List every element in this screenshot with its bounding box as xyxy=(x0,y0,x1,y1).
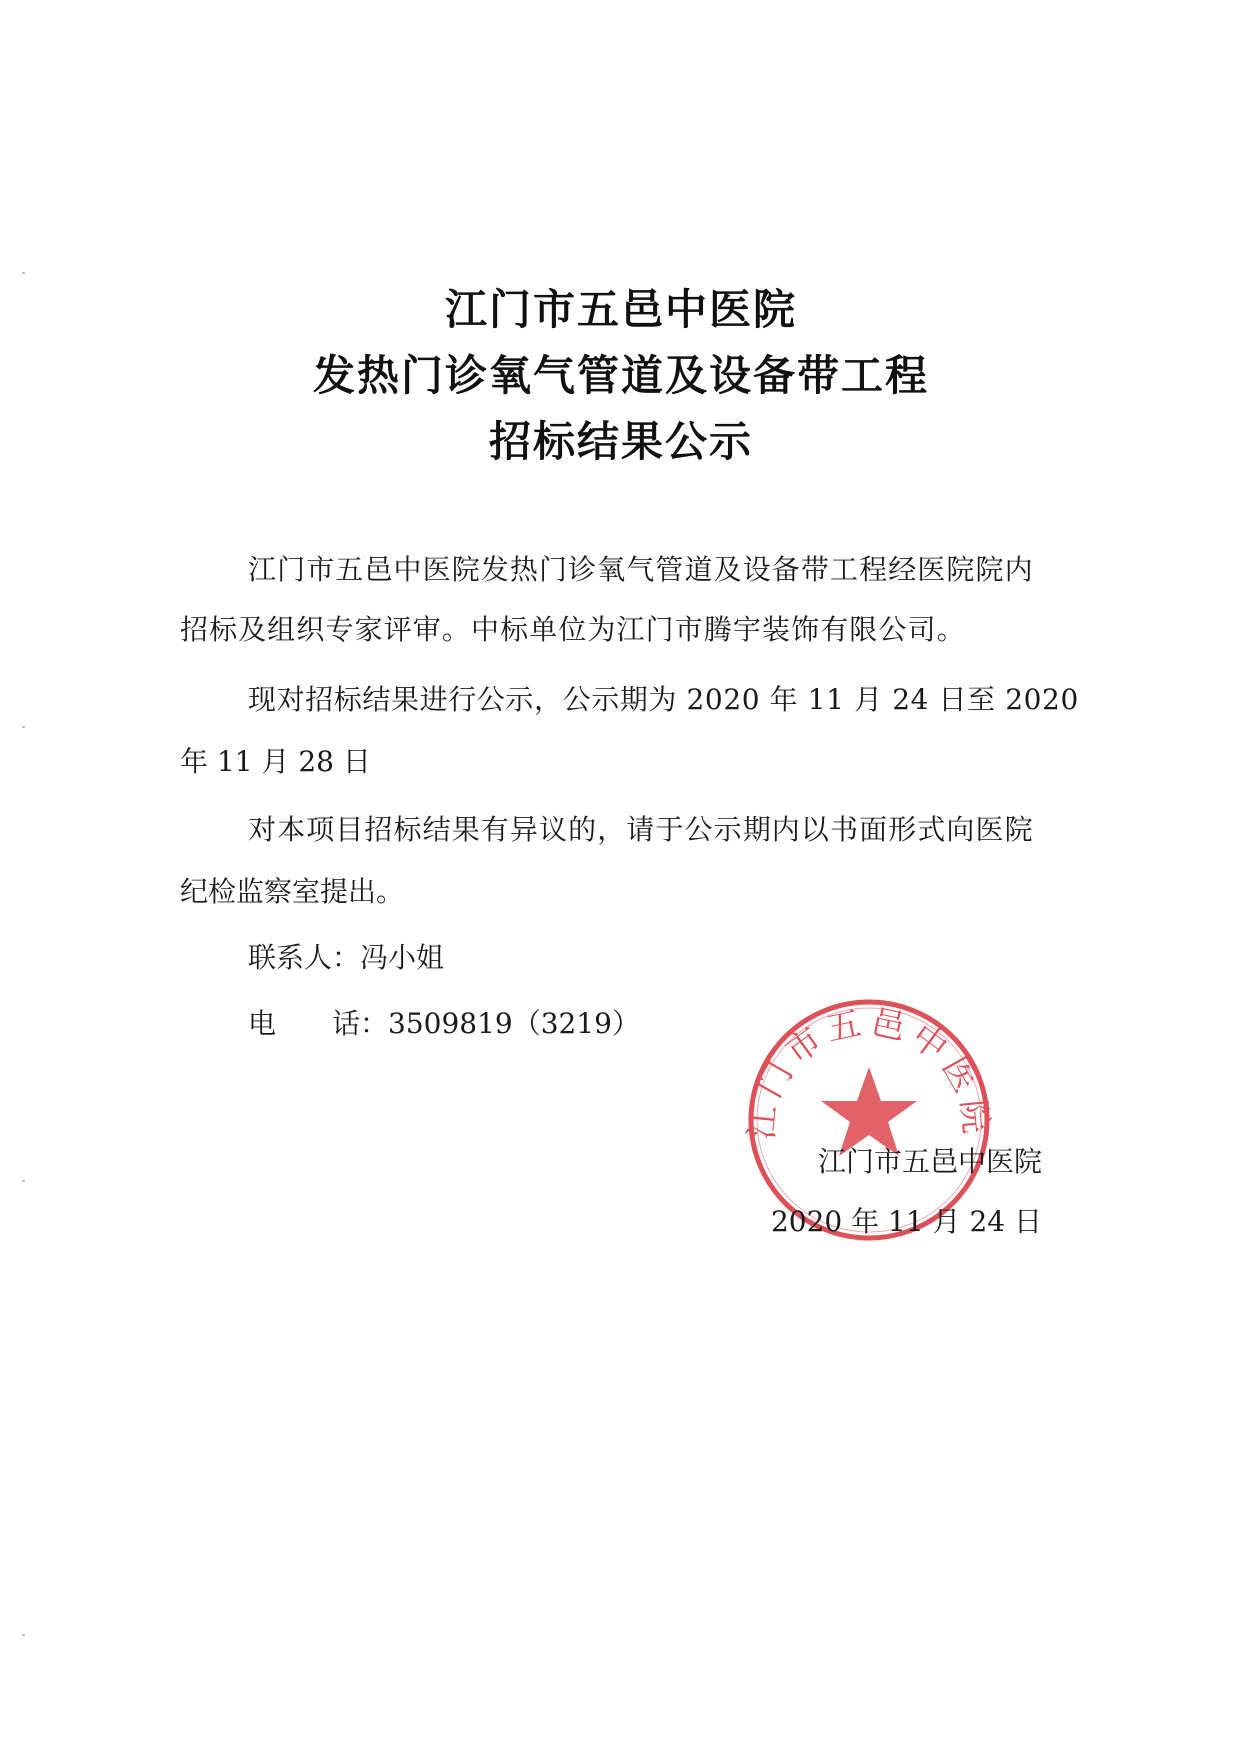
paragraph-2-line-1: 现对招标结果进行公示，公示期为 2020 年 11 月 24 日至 2020 xyxy=(248,683,1079,716)
paragraph-3-line-2: 纪检监察室提出。 xyxy=(180,875,405,908)
scan-dot xyxy=(22,272,25,274)
scan-dot xyxy=(22,726,25,728)
title-line-2: 发热门诊氧气管道及设备带工程 xyxy=(312,351,929,400)
title-line-1: 江门市五邑中医院 xyxy=(444,285,797,334)
paragraph-2-line-2: 年 11 月 28 日 xyxy=(180,745,371,778)
phone-label-2: 话： xyxy=(332,1007,389,1040)
phone-line xyxy=(248,1004,640,1044)
seal-text: 江门市五邑中医院 xyxy=(742,1002,996,1142)
phone-label-1: 电 xyxy=(248,1007,277,1040)
signature-organization: 江门市五邑中医院 xyxy=(817,1145,1042,1178)
phone-value: 3509819（3219） xyxy=(388,1007,640,1040)
scan-dot xyxy=(22,1180,25,1182)
paragraph-3-line-1: 对本项目招标结果有异议的，请于公示期内以书面形式向医院 xyxy=(248,813,1034,846)
contact-value: 冯小姐 xyxy=(360,941,445,974)
paragraph-1-line-2: 招标及组织专家评审。中标单位为江门市腾宇装饰有限公司。 xyxy=(180,613,966,646)
paragraph-1-line-1: 江门市五邑中医院发热门诊氧气管道及设备带工程经医院院内 xyxy=(248,553,1034,586)
title-line-3: 招标结果公示 xyxy=(488,417,753,466)
contact-line xyxy=(248,938,444,978)
signature-date: 2020 年 11 月 24 日 xyxy=(770,1205,1042,1238)
contact-label: 联系人： xyxy=(248,941,361,974)
scan-dot xyxy=(22,1634,25,1636)
